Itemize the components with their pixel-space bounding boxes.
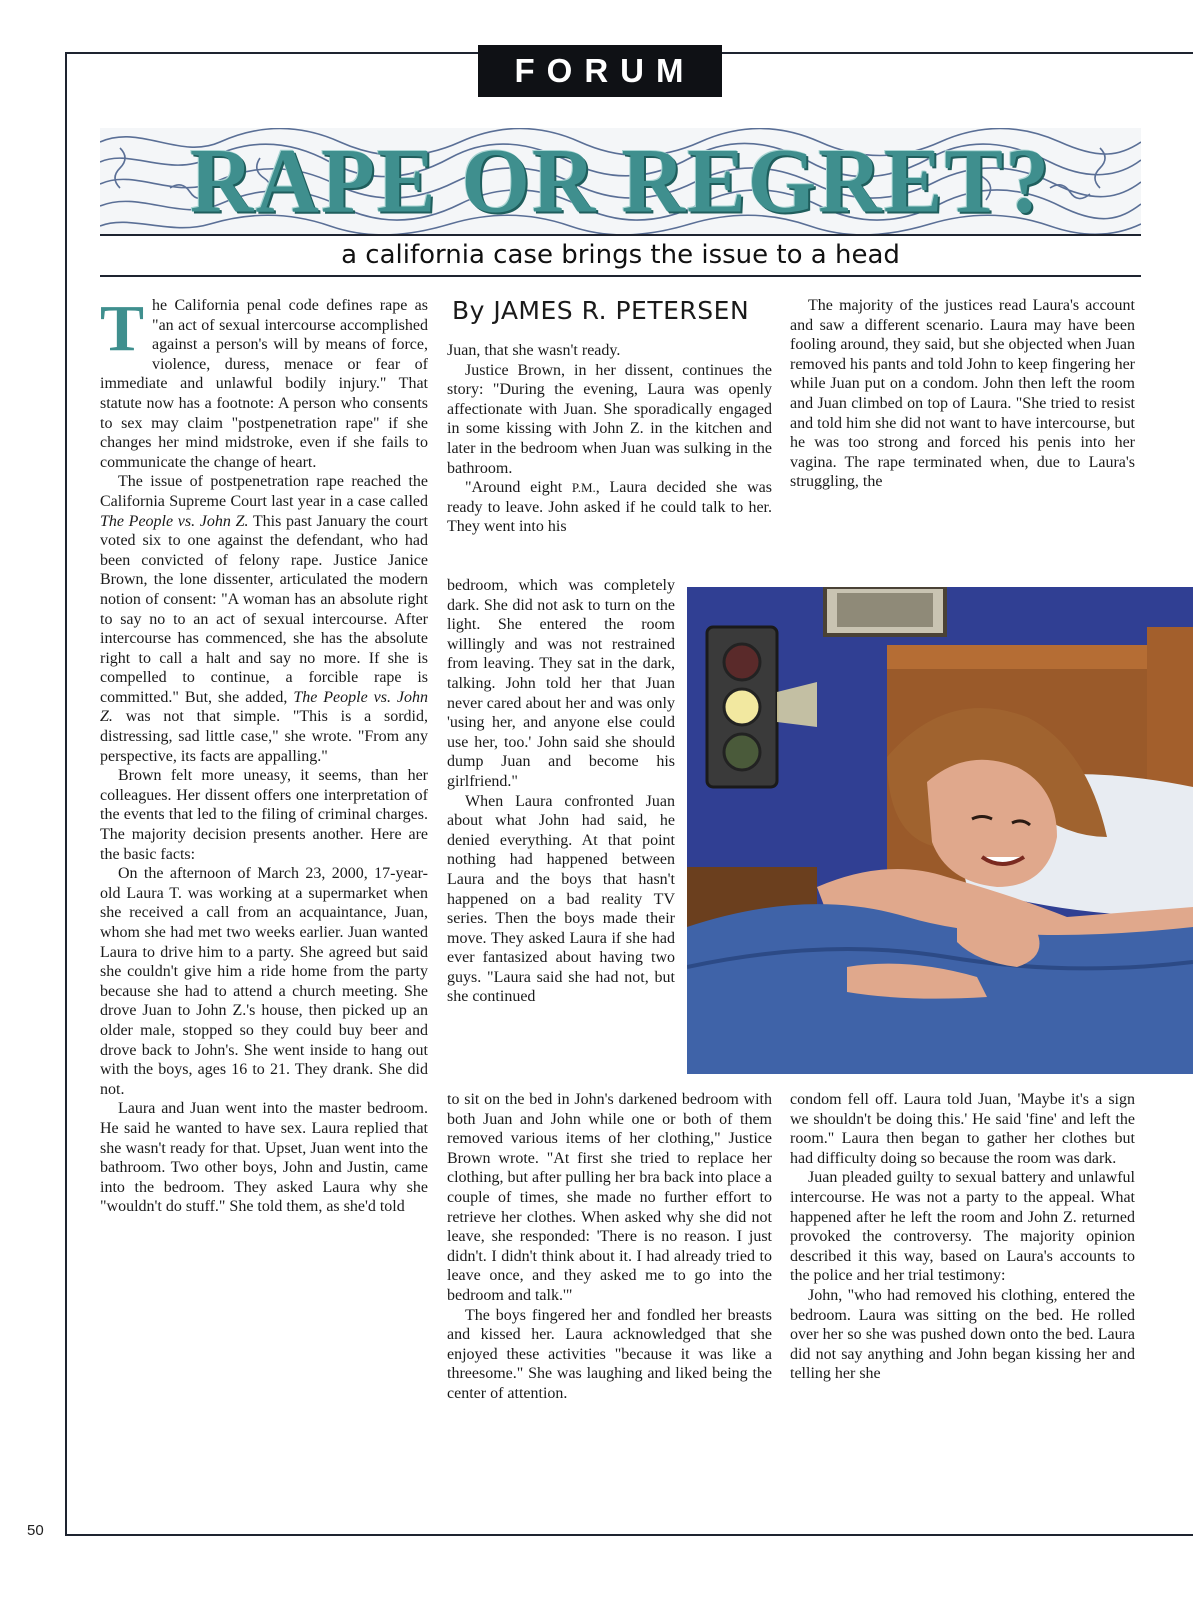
paragraph-text: he California penal code defines rape as "an act of sexual intercourse accomplished against a person's will by means of force, violence, duress, menace or fear of immediate and unlawful bodily injury." That statute now has a footnote: A person who consents to sex may claim "postpenetration rape" if she changes her mind midstroke, even if she fails to communicate the change of heart. (100, 297, 428, 471)
paragraph: Brown felt more uneasy, it seems, than her colleagues. Her dissent offers one interpretation of the events that led to the filing of criminal charges. The majority decision presents another. Here are the basic facts: (100, 767, 428, 863)
paragraph: The boys fingered her and fondled her breasts and kissed her. Laura acknowledged that she enjoyed these activities "because it was like a threesome." She was laughing and liked being the center of attention. (447, 1306, 772, 1402)
article-column-1 (100, 292, 429, 1217)
paragraph: When Laura confronted Juan about what John had said, he denied everything. At that point nothing had happened between Laura and the boys that hasn't happened on a bad reality TV series. Then the boys made their move. They asked Laura if she had ever fantasized about having two guys. "Laura said she had not, but she continued (447, 792, 675, 1006)
paragraph (100, 472, 428, 766)
article-column-2-top (447, 341, 772, 537)
paragraph: Justice Brown, in her dissent, continues the story: "During the evening, Laura was openly affectionate with Juan. She sporadically engaged in some kissing with John Z. in the kitchen and later in the bedroom when Juan was sulking in the bathroom. (447, 361, 772, 477)
paragraph-text: "Around eight (465, 479, 572, 497)
paragraph: bedroom, which was completely dark. She did not ask to turn on the light. She entered the room willingly and was not restrained from leaving. They sat in the dark, talking. John told her that Juan never cared about her and was only 'using her, and anyone else could use her, too.' John said she should dump Juan and become his girlfriend." (447, 577, 675, 790)
paragraph: Juan pleaded guilty to sexual battery and unlawful intercourse. He was not a party to the appeal. What happened after he left the room and John Z. returned provoked the controversy. The majority opinion described it this way, based on Laura's accounts to the police and her trial testimony: (790, 1169, 1135, 1285)
page-number: 50 (27, 1522, 44, 1539)
illustration-woman-in-bed-icon (687, 587, 1193, 1074)
subtitle: a california case brings the issue to a head (341, 240, 900, 270)
paragraph-text: This past January the court voted six to one against the defendant, who had been convicted of felony rape. Justice Janice Brown, the lone dissenter, articulated the modern notion of consent: "A woman has an absolute right to say no to an act of sexual intercourse. After intercourse has commenced, she has the absolute right to call a halt and say no more. If she is compelled to continue, a forcible rape is committed." But, she added, (100, 512, 429, 706)
paragraph: On the afternoon of March 23, 2000, 17-year-old Laura T. was working at a supermarket when she received a call from an acquaintance, Juan, whom she had met two weeks earlier. Juan wanted Laura to drive him to a party. She agreed but said she couldn't give him a ride home from the party because she had to attend a church meeting. She drove Juan to John Z.'s house, then picked up an older male, stopped so they could buy beer and drove back to John's. She went inside to hang out with the boys, ages 16 to 21. They drank. She did not. (100, 865, 428, 1098)
paragraph: Juan, that she wasn't ready. (447, 342, 621, 359)
article-column-3-top (790, 296, 1135, 492)
paragraph-text: was not that simple. "This is a sordid, distressing, sad little case," she wrote. "From any perspective, its facts are appalling." (100, 708, 428, 765)
time-abbrev: P.M. (571, 480, 596, 496)
headline: RAPE OR REGRET? (189, 130, 1052, 233)
paragraph: to sit on the bed in John's darkened bedroom with both Juan and John while one or both of them removed various items of her clothing," Justice Brown wrote. "At first she tried to replace her clothing, but after pulling her bra back into place a couple of times, she made no further effort to retrieve her clothes. When asked why she did not leave, she responded: 'There is no reason. I just didn't. I didn't think about it. I had already tried to leave once, and they asked me to go into the bedroom and talk.'" (447, 1091, 772, 1304)
paragraph (447, 478, 772, 537)
paragraph: John, "who had removed his clothing, entered the bedroom. Laura was sitting on the bed. He rolled over her so she was pushed down onto the bed. Laura did not say anything and John began kissing her and telling her she (790, 1286, 1135, 1383)
byline: By JAMES R. PETERSEN (452, 296, 750, 325)
paragraph: condom fell off. Laura told Juan, 'Maybe it's a sign we shouldn't be doing this.' He said 'fine' and left the room." Laura then began to gather her clothes but had difficulty doing so because the room was dark. (790, 1091, 1135, 1167)
paragraph: Laura and Juan went into the master bedroom. He said he wanted to have sex. Laura replied that she wasn't ready for that. Upset, Juan went into the bathroom. Two other boys, John and Justin, came into the bedroom. They asked Laura why she "wouldn't do stuff." She told them, as she'd told (100, 1100, 428, 1216)
case-name: The People vs. John Z. (100, 688, 428, 726)
title-rule-bottom (100, 275, 1141, 277)
article-column-2-bottom (447, 1090, 772, 1404)
paragraph-text: , Laura decided she was ready to leave. John asked if he could talk to her. They went into his (447, 479, 773, 536)
paragraph-text: The issue of postpenetration rape reached the California Supreme Court last year in a case called (100, 473, 428, 510)
paragraph: The majority of the justices read Laura's account and saw a different scenario. Laura may have been fooling around, they said, but she objected when Juan removed his pants and told John to keep fingering her while Juan put on a condom. John then left the room and Juan climbed on top of Laura. "She tried to resist and told him she did not want to have intercourse, but he was too strong and forced his penis into her vagina. The rape terminated when, due to Laura's struggling, the (790, 297, 1135, 491)
section-label: FORUM (478, 45, 722, 97)
case-name: The People vs. John Z. (100, 512, 249, 530)
article-column-3-bottom (790, 1090, 1135, 1384)
drop-cap: T (100, 292, 145, 365)
paragraph (100, 292, 428, 472)
article-column-2-narrow (447, 576, 675, 1007)
